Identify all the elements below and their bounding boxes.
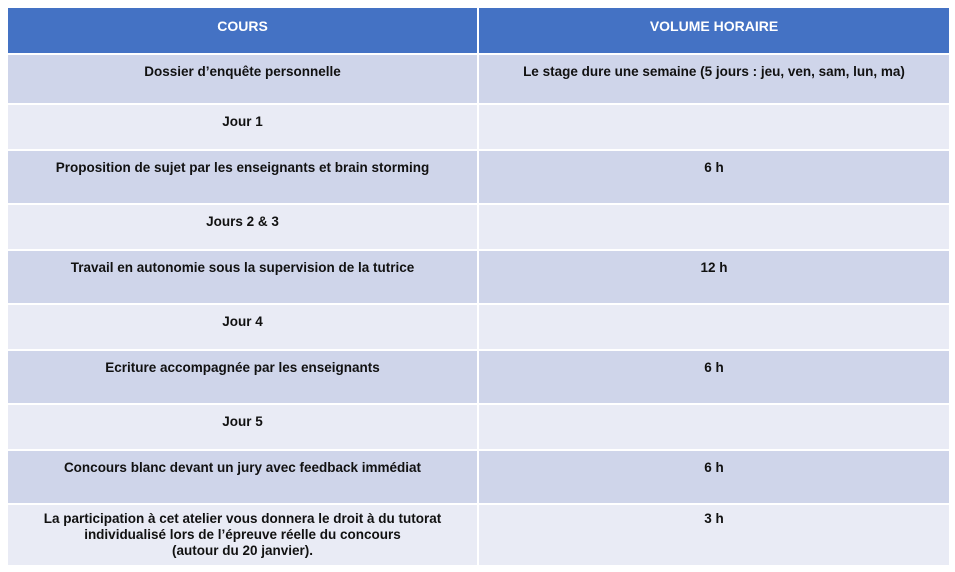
course-cell: Jour 1: [7, 104, 478, 150]
table-row: [7, 350, 950, 404]
hours-cell: [478, 104, 950, 150]
hours-cell: [478, 204, 950, 250]
course-cell: Concours blanc devant un jury avec feedback immédiat: [7, 450, 478, 504]
table-row: [7, 150, 950, 204]
header-course: COURS: [7, 7, 478, 54]
header-row: [7, 7, 950, 54]
hours-cell: 12 h: [478, 250, 950, 304]
table-row: [7, 104, 950, 150]
table-row: [7, 450, 950, 504]
table-row: [7, 404, 950, 450]
course-cell: Jour 5: [7, 404, 478, 450]
hours-cell: Le stage dure une semaine (5 jours : jeu, ven, sam, lun, ma): [478, 54, 950, 104]
hours-cell: [478, 304, 950, 350]
table-header: [7, 7, 950, 54]
hours-cell: 6 h: [478, 150, 950, 204]
course-cell: Jours 2 & 3: [7, 204, 478, 250]
table-row: [7, 54, 950, 104]
course-cell: Ecriture accompagnée par les enseignants: [7, 350, 478, 404]
table-row: [7, 250, 950, 304]
table-row: [7, 504, 950, 566]
hours-cell: 3 h: [478, 504, 950, 566]
hours-cell: [478, 404, 950, 450]
course-cell: La participation à cet atelier vous donnera le droit à du tutorat individualisé lors de l’épreuve réelle du concours (autour du 20 janvier).: [7, 504, 478, 566]
header-hours: VOLUME HORAIRE: [478, 7, 950, 54]
schedule-table: [6, 6, 951, 567]
course-cell: Travail en autonomie sous la supervision de la tutrice: [7, 250, 478, 304]
course-cell: Jour 4: [7, 304, 478, 350]
course-cell: Proposition de sujet par les enseignants et brain storming: [7, 150, 478, 204]
hours-cell: 6 h: [478, 450, 950, 504]
table-row: [7, 204, 950, 250]
course-cell: Dossier d’enquête personnelle: [7, 54, 478, 104]
hours-cell: 6 h: [478, 350, 950, 404]
table-row: [7, 304, 950, 350]
table-body: [7, 54, 950, 566]
